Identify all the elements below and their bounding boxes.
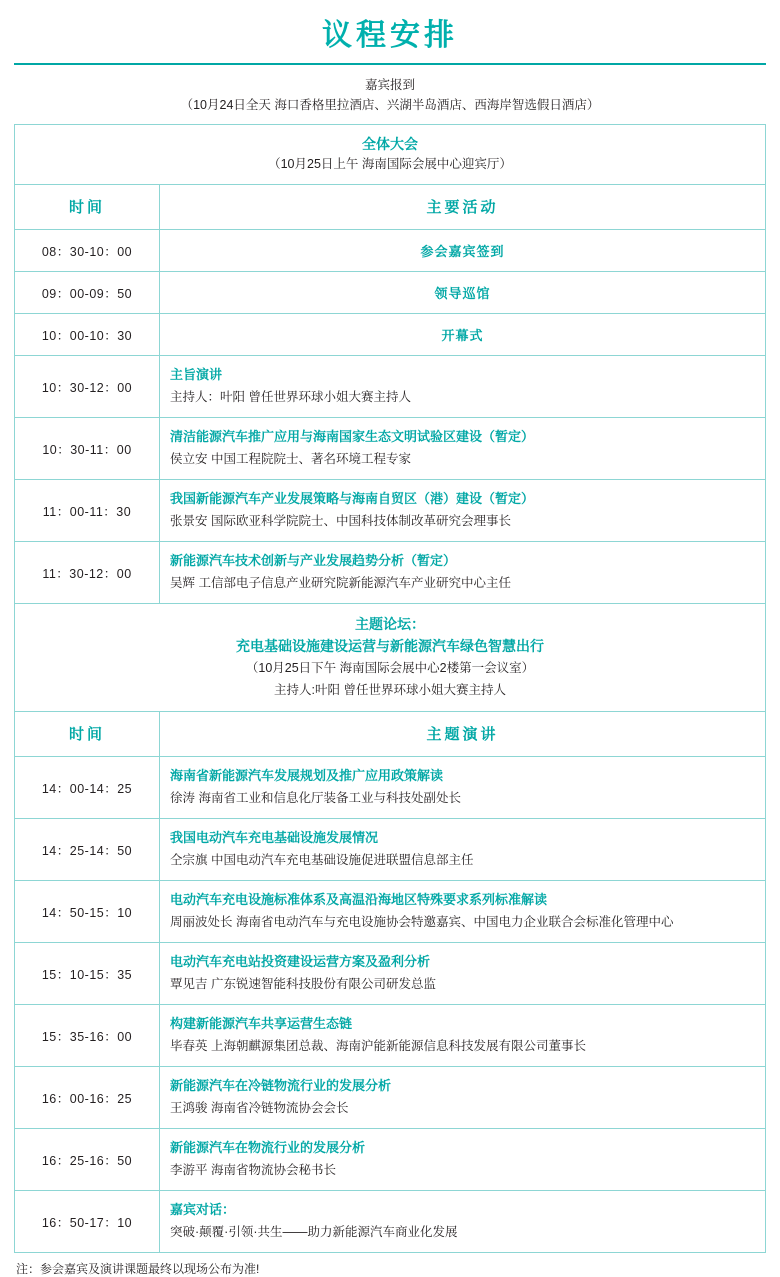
- row-time: 09：00-09：50: [41, 286, 133, 301]
- row-session: [160, 1067, 765, 1128]
- row-speaker: 突破·颠覆·引领·共生——助力新能源汽车商业化发展: [170, 1225, 458, 1239]
- row-content-cell: [160, 1129, 766, 1191]
- row-session: [160, 1129, 765, 1190]
- plenary-band-row: [15, 125, 766, 185]
- row-time: 10：30-11：00: [42, 442, 132, 457]
- row-title: 新能源汽车技术创新与产业发展趋势分析（暂定）: [170, 553, 457, 568]
- row-title: 电动汽车充电设施标准体系及高温沿海地区特殊要求系列标准解读: [170, 892, 548, 907]
- preamble-line-1: 嘉宾报到: [364, 78, 415, 92]
- row-content-cell: [160, 943, 766, 1005]
- row-title: 新能源汽车在物流行业的发展分析: [170, 1140, 366, 1155]
- row-content-cell: [160, 1067, 766, 1129]
- row-title: 新能源汽车在冷链物流行业的发展分析: [170, 1078, 392, 1093]
- plenary-header-activity-cell: [160, 185, 766, 230]
- row-time: 14：00-14：25: [41, 781, 133, 796]
- forum-header-time: 时间: [68, 726, 105, 743]
- forum-header-time-cell: [15, 712, 160, 757]
- row-speaker: 侯立安 中国工程院院士、著名环境工程专家: [170, 452, 411, 466]
- forum-band-line-4: 主持人:叶阳 曾任世界环球小姐大赛主持人: [274, 683, 506, 697]
- row-content-cell: [160, 881, 766, 943]
- preamble-line-2: （10月24日全天 海口香格里拉酒店、兴湖半岛酒店、西海岸智选假日酒店）: [180, 98, 600, 112]
- row-session: [160, 1191, 765, 1252]
- row-title: 我国新能源汽车产业发展策略与海南自贸区（港）建设（暂定）: [170, 491, 535, 506]
- forum-band-cell: [15, 604, 766, 712]
- row-time: 14：25-14：50: [41, 843, 133, 858]
- forum-band-row: [15, 604, 766, 712]
- row-time-cell: [15, 314, 160, 356]
- title-divider: [14, 63, 766, 65]
- table-row: [15, 881, 766, 943]
- agenda-table-body: [15, 125, 766, 1253]
- row-content-cell: [160, 314, 766, 356]
- row-time-cell: [15, 1191, 160, 1253]
- row-content-cell: [160, 480, 766, 542]
- plenary-band-subtitle: （10月25日上午 海南国际会展中心迎宾厅）: [268, 157, 512, 171]
- row-speaker: 毕春英 上海朝麒源集团总裁、海南沪能新能源信息科技发展有限公司董事长: [170, 1039, 586, 1053]
- row-time-cell: [15, 1129, 160, 1191]
- row-time-cell: [15, 881, 160, 943]
- row-content-cell: [160, 542, 766, 604]
- footnote: 注：参会嘉宾及演讲课题最终以现场公布为准!: [16, 1262, 260, 1276]
- row-title: 清洁能源汽车推广应用与海南国家生态文明试验区建设（暂定）: [170, 429, 535, 444]
- row-session: [160, 418, 765, 479]
- table-row: [15, 542, 766, 604]
- row-content-cell: [160, 230, 766, 272]
- row-title: 领导巡馆: [434, 286, 491, 301]
- table-row: [15, 480, 766, 542]
- row-time-cell: [15, 542, 160, 604]
- row-title: 我国电动汽车充电基础设施发展情况: [170, 830, 379, 845]
- row-time: 08：30-10：00: [41, 244, 133, 259]
- row-time-cell: [15, 1067, 160, 1129]
- row-title: 电动汽车充电站投资建设运营方案及盈利分析: [170, 954, 431, 969]
- table-row: [15, 943, 766, 1005]
- row-session: [160, 356, 765, 417]
- row-title: 开幕式: [441, 328, 484, 343]
- row-time-cell: [15, 1005, 160, 1067]
- row-title: 构建新能源汽车共享运营生态链: [170, 1016, 353, 1031]
- plenary-band: [15, 125, 765, 184]
- row-speaker: 主持人：叶阳 曾任世界环球小姐大赛主持人: [170, 390, 411, 404]
- plenary-header-time: 时间: [68, 199, 105, 216]
- forum-header-activity: 主题演讲: [426, 726, 499, 743]
- row-time: 11：00-11：30: [42, 504, 132, 519]
- row-time: 11：30-12：00: [42, 566, 132, 581]
- row-title: 海南省新能源汽车发展规划及推广应用政策解读: [170, 768, 444, 783]
- row-speaker: 李游平 海南省物流协会秘书长: [170, 1163, 336, 1177]
- table-row: [15, 314, 766, 356]
- forum-band-line-1: 主题论坛：: [355, 616, 425, 632]
- row-content-cell: [160, 272, 766, 314]
- row-time: 10：00-10：30: [41, 328, 133, 343]
- row-session: [160, 1005, 765, 1066]
- plenary-header-time-cell: [15, 185, 160, 230]
- row-title: 嘉宾对话：: [170, 1202, 236, 1217]
- forum-header-row: [15, 712, 766, 757]
- table-row: [15, 230, 766, 272]
- row-session: [160, 757, 765, 818]
- row-speaker: 覃见吉 广东锐速智能科技股份有限公司研发总监: [170, 977, 436, 991]
- table-row: [15, 819, 766, 881]
- row-speaker: 吴辉 工信部电子信息产业研究院新能源汽车产业研究中心主任: [170, 576, 511, 590]
- table-row: [15, 1129, 766, 1191]
- row-time-cell: [15, 356, 160, 418]
- row-time-cell: [15, 418, 160, 480]
- row-time-cell: [15, 819, 160, 881]
- table-row: [15, 1005, 766, 1067]
- row-time: 14：50-15：10: [41, 905, 133, 920]
- row-time-cell: [15, 943, 160, 1005]
- preamble: [14, 75, 766, 124]
- row-time: 16：25-16：50: [41, 1153, 133, 1168]
- row-session: [160, 480, 765, 541]
- table-row: [15, 1067, 766, 1129]
- row-session: [160, 819, 765, 880]
- row-speaker: 王鸿骏 海南省冷链物流协会会长: [170, 1101, 349, 1115]
- row-speaker: 仝宗旗 中国电动汽车充电基础设施促进联盟信息部主任: [170, 853, 474, 867]
- row-session: [160, 943, 765, 1004]
- plenary-header-row: [15, 185, 766, 230]
- table-row: [15, 757, 766, 819]
- forum-band: [15, 604, 765, 711]
- table-row: [15, 272, 766, 314]
- row-session: [160, 881, 765, 942]
- row-time: 15：35-16：00: [41, 1029, 133, 1044]
- row-title: 主旨演讲: [170, 367, 223, 382]
- agenda-table: [14, 124, 766, 1253]
- row-time: 15：10-15：35: [41, 967, 133, 982]
- row-time-cell: [15, 230, 160, 272]
- row-time-cell: [15, 757, 160, 819]
- table-row: [15, 1191, 766, 1253]
- row-content-cell: [160, 356, 766, 418]
- row-time: 10：30-12：00: [41, 380, 133, 395]
- row-time: 16：50-17：10: [41, 1215, 133, 1230]
- row-time: 16：00-16：25: [41, 1091, 133, 1106]
- row-content-cell: [160, 418, 766, 480]
- table-row: [15, 356, 766, 418]
- plenary-band-title: 全体大会: [362, 136, 418, 152]
- page-title: 议程安排: [322, 19, 458, 52]
- row-speaker: 张景安 国际欧亚科学院院士、中国科技体制改革研究会理事长: [170, 514, 511, 528]
- row-content-cell: [160, 1005, 766, 1067]
- row-time-cell: [15, 480, 160, 542]
- row-speaker: 周丽波处长 海南省电动汽车与充电设施协会特邀嘉宾、中国电力企业联合会标准化管理中心: [170, 915, 674, 929]
- row-content-cell: [160, 819, 766, 881]
- plenary-header-activity: 主要活动: [426, 199, 499, 216]
- row-time-cell: [15, 272, 160, 314]
- row-session: [160, 542, 765, 603]
- row-title: 参会嘉宾签到: [420, 244, 505, 259]
- row-speaker: 徐涛 海南省工业和信息化厅装备工业与科技处副处长: [170, 791, 461, 805]
- table-row: [15, 418, 766, 480]
- row-content-cell: [160, 757, 766, 819]
- row-content-cell: [160, 1191, 766, 1253]
- forum-header-activity-cell: [160, 712, 766, 757]
- forum-band-line-3: （10月25日下午 海南国际会展中心2楼第一会议室）: [245, 661, 535, 675]
- forum-band-line-2: 充电基础设施建设运营与新能源汽车绿色智慧出行: [236, 638, 544, 654]
- plenary-band-cell: [15, 125, 766, 185]
